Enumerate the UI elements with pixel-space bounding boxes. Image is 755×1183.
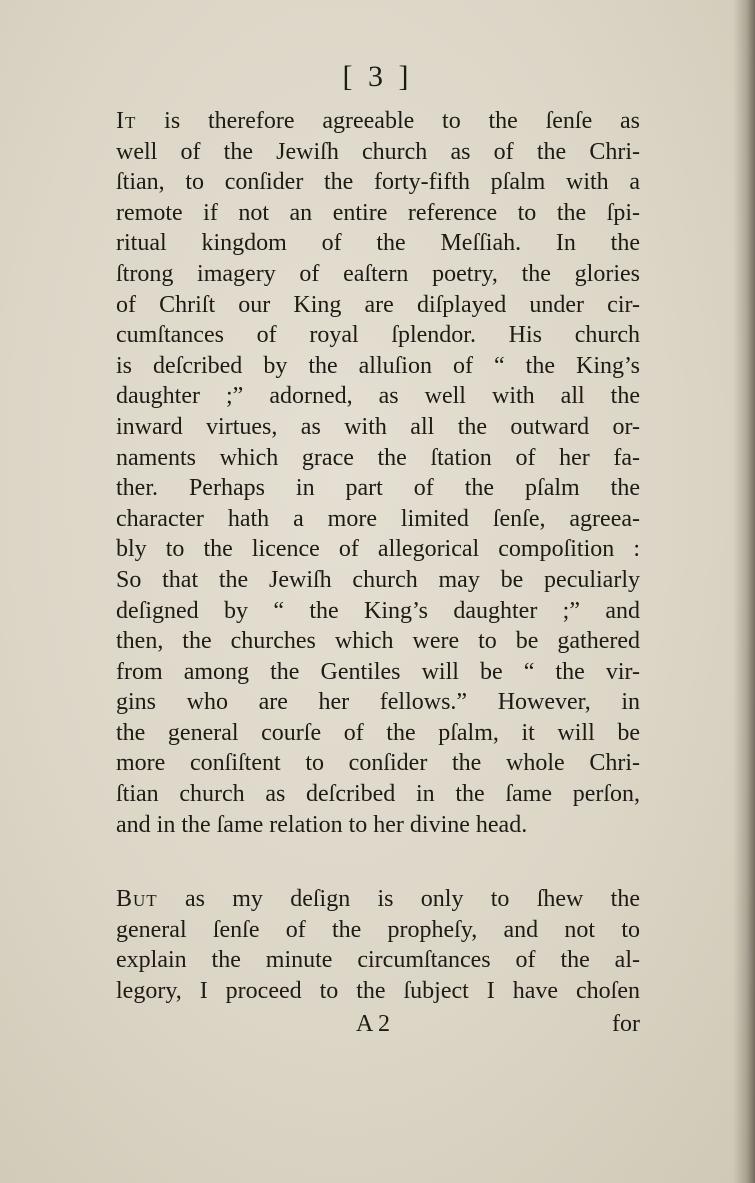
text-line: remote if not an entire reference to the ſpi- xyxy=(116,199,640,226)
text-line: ſtian church as deſcribed in the ſame perſon, xyxy=(116,781,640,808)
text-line: well of the Jewiſh church as of the Chri- xyxy=(116,138,640,165)
text-line: character hath a more limited ſenſe, agreea- xyxy=(116,505,640,532)
text-line: inward virtues, as with all the outward or- xyxy=(116,413,640,440)
text-line: cumſtances of royal ſplendor. His church xyxy=(116,322,640,349)
text-line: daughter ;” adorned, as well with all the xyxy=(116,383,640,410)
text-line: naments which grace the ſtation of her fa- xyxy=(116,444,640,471)
text-line: the general courſe of the pſalm, it will be xyxy=(116,719,640,746)
text-line: It is therefore agreeable to the ſenſe as xyxy=(116,108,640,134)
signature-mark: A 2 xyxy=(356,1011,391,1037)
text-line: So that the Jewiſh church may be peculiarly xyxy=(116,566,640,593)
text-line: general ſenſe of the propheſy, and not to xyxy=(116,916,640,943)
text-line: more conſiſtent to conſider the whole Chri- xyxy=(116,750,640,777)
page-number: [ 3 ] xyxy=(342,60,413,93)
text-line: from among the Gentiles will be “ the vir- xyxy=(116,658,640,685)
text-line: and in the ſame relation to her divine head. xyxy=(116,811,528,838)
paragraph-2 xyxy=(116,884,640,1006)
text-line: gins who are her fellows.” However, in xyxy=(116,689,640,716)
text-line: explain the minute circumſtances of the al- xyxy=(116,947,640,974)
text-line: then, the churches which were to be gathered xyxy=(116,628,640,655)
text-line: ther. Perhaps in part of the pſalm the xyxy=(116,475,640,502)
text-line: legory, I proceed to the ſubject I have choſen xyxy=(116,977,640,1004)
paragraph-lead-word: It xyxy=(116,108,137,134)
text-line: ſtrong imagery of eaſtern poetry, the glories xyxy=(116,260,640,287)
paragraph-lead-word: But xyxy=(116,886,158,912)
text-line: But as my deſign is only to ſhew the xyxy=(116,886,640,912)
catchword: for xyxy=(612,1011,640,1037)
text-line: ſtian, to conſider the forty-fifth pſalm with a xyxy=(116,169,640,196)
text-line: deſigned by “ the King’s daughter ;” and xyxy=(116,597,640,624)
text-line: is deſcribed by the alluſion of “ the King’s xyxy=(116,352,640,379)
text-line: of Chriſt our King are diſplayed under cir- xyxy=(116,291,640,318)
paragraph-1 xyxy=(116,106,640,840)
text-line: ritual kingdom of the Meſſiah. In the xyxy=(116,230,640,257)
text-line: bly to the licence of allegorical compoſition : xyxy=(116,536,640,563)
page-edge-shadow xyxy=(733,0,755,1183)
